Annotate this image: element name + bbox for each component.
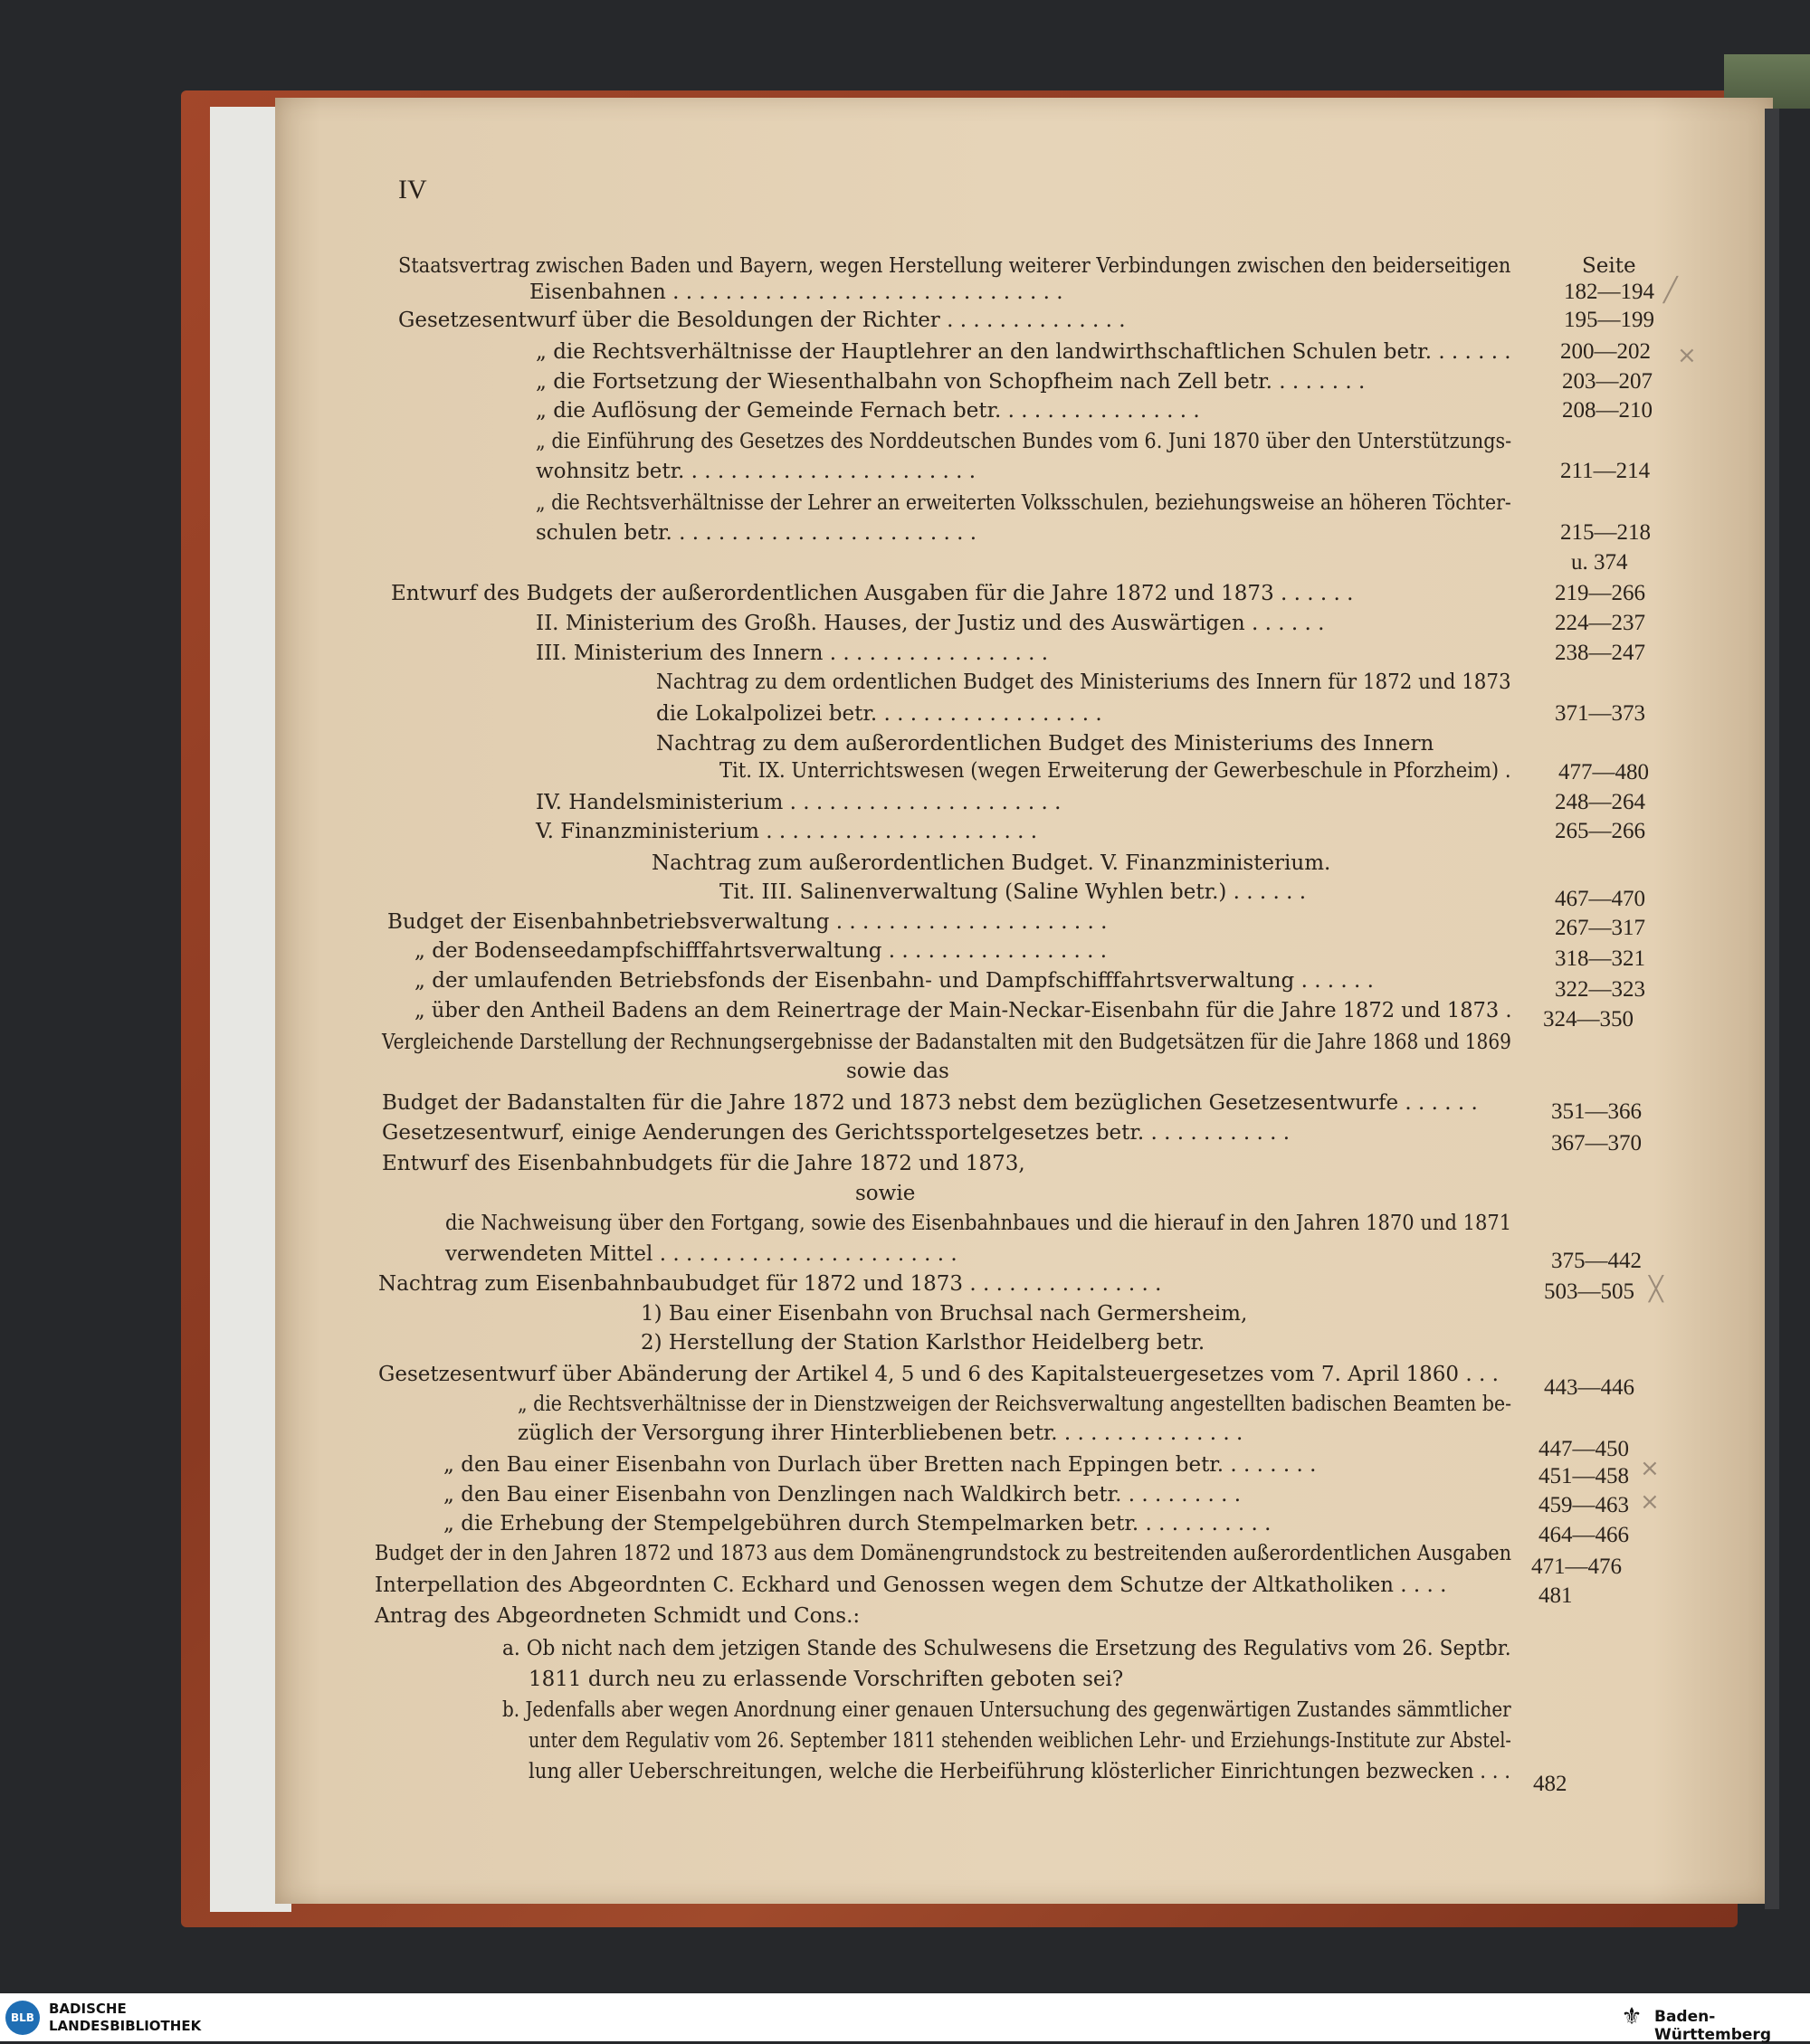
toc-entry-page: 464—466 — [1538, 1523, 1629, 1547]
toc-entry-text: „ der Bodenseedampfschifffahrtsverwaltung . . . . . . . . . . . . . . . . . — [414, 939, 1108, 963]
toc-entry-page: 208—210 — [1562, 398, 1653, 423]
toc-entry-page: 219—266 — [1555, 581, 1645, 605]
toc-entry-page: 195—199 — [1564, 308, 1654, 332]
toc-entry-page: 459—463 — [1538, 1493, 1629, 1517]
toc-entry-page: 267—317 — [1555, 916, 1645, 940]
toc-entry-text: III. Ministerium des Innern . . . . . . . . . . . . . . . . . — [536, 642, 1049, 665]
toc-entry-text: Budget der Badanstalten für die Jahre 1872 und 1873 nebst dem bezüglichen Gesetzesentwurfe . . . . . . — [382, 1091, 1478, 1115]
toc-entry-page: 471—476 — [1531, 1554, 1622, 1579]
toc-entry-text: „ die Rechtsverhältnisse der Lehrer an erweiterten Volksschulen, beziehungsweise an höheren Töchter- — [536, 491, 1511, 515]
toc-entry-text: lung aller Ueberschreitungen, welche die Herbeiführung klösterlicher Einrichtungen bezwecken . . . — [529, 1760, 1511, 1783]
toc-entry-text: Entwurf des Eisenbahnbudgets für die Jahre 1872 und 1873, — [382, 1152, 1025, 1175]
toc-entry-text: 1) Bau einer Eisenbahn von Bruchsal nach Germersheim, — [641, 1302, 1248, 1326]
toc-entry-page: 211—214 — [1560, 459, 1651, 483]
state-name: Baden-Württemberg — [1654, 2008, 1771, 2044]
toc-entry-text: „ über den Antheil Badens an dem Reinertrage der Main-Neckar-Eisenbahn für die Jahre 1872 und 1873 . — [414, 999, 1512, 1022]
toc-entry-text: Tit. III. Salinenverwaltung (Saline Wyhlen betr.) . . . . . . — [719, 880, 1307, 904]
toc-entry-text: „ die Rechtsverhältnisse der Hauptlehrer an den landwirthschaftlichen Schulen betr. . . . . . . — [536, 340, 1511, 364]
toc-entry-page: 443—446 — [1544, 1375, 1634, 1400]
toc-entry-text: Nachtrag zum Eisenbahnbaubudget für 1872 und 1873 . . . . . . . . . . . . . . . — [378, 1272, 1162, 1296]
toc-entry-page: 467—470 — [1555, 887, 1645, 911]
toc-entry-text: 1811 durch neu zu erlassende Vorschriften geboten sei? — [529, 1668, 1124, 1691]
toc-entry-text: Antrag des Abgeordneten Schmidt und Cons.: — [375, 1604, 861, 1628]
coat-of-arms-icon: ⚜ — [1621, 2003, 1643, 2030]
page-gutter — [1765, 109, 1779, 1909]
toc-entry-page: 351—366 — [1551, 1099, 1642, 1124]
toc-entry-text: verwendeten Mittel . . . . . . . . . . . . . . . . . . . . . . . — [445, 1242, 957, 1266]
blb-logo-icon: BLB — [5, 2001, 40, 2035]
toc-entry-page: 322—323 — [1555, 977, 1645, 1002]
toc-entry-text: wohnsitz betr. . . . . . . . . . . . . . . . . . . . . . . — [536, 460, 976, 483]
pencil-mark: ╳ — [1649, 1276, 1663, 1303]
toc-entry-text: „ der umlaufenden Betriebsfonds der Eisenbahn- und Dampfschifffahrtsverwaltung . . . . . . — [414, 969, 1374, 993]
library-name-line2: LANDESBIBLIOTHEK — [49, 2018, 202, 2034]
toc-entry-page: 224—237 — [1555, 611, 1645, 635]
toc-entry-text: „ die Rechtsverhältnisse der in Dienstzweigen der Reichsverwaltung angestellten badischen Beamten be- — [518, 1393, 1511, 1416]
pencil-mark: × — [1640, 1488, 1660, 1516]
seite-label: Seite — [1582, 254, 1636, 278]
toc-entry-text: „ den Bau einer Eisenbahn von Durlach über Bretten nach Eppingen betr. . . . . . . . — [443, 1453, 1317, 1477]
toc-entry-text: Entwurf des Budgets der außerordentlichen Ausgaben für die Jahre 1872 und 1873 . . . . . . — [391, 582, 1354, 605]
toc-entry-text: Interpellation des Abgeordnten C. Eckhard und Genossen wegen dem Schutze der Altkatholiken . . . . — [375, 1573, 1447, 1597]
toc-entry-text: Nachtrag zum außerordentlichen Budget. V. Finanzministerium. — [652, 851, 1331, 875]
toc-entry-page: 318—321 — [1555, 946, 1645, 971]
toc-entry-page: 447—450 — [1538, 1437, 1629, 1461]
toc-entry-text: Vergleichende Darstellung der Rechnungsergebnisse der Badanstalten mit den Budgetsätzen für die Jahre 1868 und 1869 — [382, 1031, 1511, 1054]
toc-entry-text: schulen betr. . . . . . . . . . . . . . . . . . . . . . . . — [536, 521, 977, 545]
toc-entry-text: Budget der Eisenbahnbetriebsverwaltung . . . . . . . . . . . . . . . . . . . . . — [387, 910, 1108, 934]
toc-entry-text: Eisenbahnen . . . . . . . . . . . . . . . . . . . . . . . . . . . . . . — [529, 280, 1063, 304]
toc-entry-page: 182—194 — [1564, 280, 1654, 304]
toc-entry-text: Nachtrag zu dem ordentlichen Budget des Ministeriums des Innern für 1872 und 1873 — [656, 670, 1511, 694]
toc-entry-text: Budget der in den Jahren 1872 und 1873 aus dem Domänengrundstock zu bestreitenden außerordentlichen Ausgaben — [375, 1542, 1512, 1565]
toc-entry-page: 265—266 — [1555, 819, 1645, 843]
toc-entry-page: 481 — [1538, 1583, 1573, 1608]
pencil-mark: ╱ — [1663, 277, 1678, 304]
toc-entry-page: 324—350 — [1543, 1007, 1634, 1032]
toc-entry-page: 451—458 — [1538, 1464, 1629, 1488]
footer-bar — [0, 1993, 1810, 2044]
toc-entry-text: Nachtrag zu dem außerordentlichen Budget des Ministeriums des Innern — [656, 732, 1434, 756]
page-numeral: IV — [398, 175, 427, 204]
toc-entry-text: a. Ob nicht nach dem jetzigen Stande des Schulwesens die Ersetzung des Regulativs vom 26. Septbr. — [502, 1637, 1511, 1660]
toc-entry-text: II. Ministerium des Großh. Hauses, der Justiz und des Auswärtigen . . . . . . — [536, 612, 1325, 635]
toc-entry-page: 200—202 — [1560, 339, 1651, 364]
library-name — [49, 2001, 201, 2035]
toc-entry-text: b. Jedenfalls aber wegen Anordnung einer genauen Untersuchung des gegenwärtigen Zustandes sämmtlicher — [502, 1698, 1511, 1722]
toc-entry-text: Gesetzesentwurf über Abänderung der Artikel 4, 5 und 6 des Kapitalsteuergesetzes vom 7. April 1860 . . . — [378, 1363, 1499, 1386]
toc-entry-page: 238—247 — [1555, 641, 1645, 665]
toc-entry-page: 375—442 — [1551, 1249, 1642, 1273]
toc-entry-text: die Lokalpolizei betr. . . . . . . . . . . . . . . . . . — [656, 702, 1102, 726]
toc-entry-text: sowie — [855, 1182, 916, 1205]
toc-entry-page: 482 — [1533, 1772, 1567, 1796]
toc-entry-text: sowie das — [846, 1060, 949, 1083]
toc-entry-text: unter dem Regulativ vom 26. September 1811 stehenden weiblichen Lehr- und Erziehungs-Institute zur Abstel- — [529, 1729, 1511, 1753]
toc-entry-text: Gesetzesentwurf, einige Aenderungen des Gerichtssportelgesetzes betr. . . . . . . . . . . . — [382, 1121, 1291, 1145]
toc-entry-text: Tit. IX. Unterrichtswesen (wegen Erweiterung der Gewerbeschule in Pforzheim) . — [719, 759, 1511, 783]
toc-entry-text: „ den Bau einer Eisenbahn von Denzlingen nach Waldkirch betr. . . . . . . . . . — [443, 1483, 1242, 1507]
toc-entry-page: u. 374 — [1571, 550, 1628, 575]
toc-entry-page: 248—264 — [1555, 790, 1645, 814]
toc-entry-text: „ die Erhebung der Stempelgebühren durch Stempelmarken betr. . . . . . . . . . . — [443, 1512, 1272, 1535]
toc-entry-page: 477—480 — [1558, 760, 1649, 784]
toc-entry-page: 215—218 — [1560, 520, 1651, 545]
toc-entry-text: Gesetzesentwurf über die Besoldungen der Richter . . . . . . . . . . . . . . — [398, 309, 1126, 332]
toc-entry-text: IV. Handelsministerium . . . . . . . . . . . . . . . . . . . . . — [536, 791, 1062, 814]
toc-entry-text: „ die Fortsetzung der Wiesenthalbahn von Schopfheim nach Zell betr. . . . . . . . — [536, 370, 1366, 394]
library-name-line1: BADISCHE — [49, 2001, 127, 2017]
pencil-mark: × — [1640, 1455, 1660, 1482]
toc-entry-text: „ die Auflösung der Gemeinde Fernach betr. . . . . . . . . . . . . . . . — [536, 399, 1200, 423]
pencil-mark: × — [1677, 342, 1697, 369]
toc-entry-text: züglich der Versorgung ihrer Hinterbliebenen betr. . . . . . . . . . . . . . . — [518, 1421, 1243, 1445]
toc-entry-text: 2) Herstellung der Station Karlsthor Heidelberg betr. — [641, 1331, 1205, 1355]
toc-entry-text: V. Finanzministerium . . . . . . . . . . . . . . . . . . . . . — [536, 820, 1038, 843]
toc-entry-page: 203—207 — [1562, 369, 1653, 394]
toc-entry-page: 367—370 — [1551, 1131, 1642, 1155]
toc-entry-page: 371—373 — [1555, 701, 1645, 726]
toc-entry-text: die Nachweisung über den Fortgang, sowie des Eisenbahnbaues und die hierauf in den Jahren 1870 und 1871 — [445, 1212, 1512, 1235]
toc-entry-page: 503—505 — [1544, 1279, 1634, 1304]
toc-entry-text: Staatsvertrag zwischen Baden und Bayern, wegen Herstellung weiterer Verbindungen zwischen den beiderseitigen — [398, 254, 1511, 278]
toc-entry-text: „ die Einführung des Gesetzes des Norddeutschen Bundes vom 6. Juni 1870 über den Unterstützungs- — [536, 430, 1512, 453]
